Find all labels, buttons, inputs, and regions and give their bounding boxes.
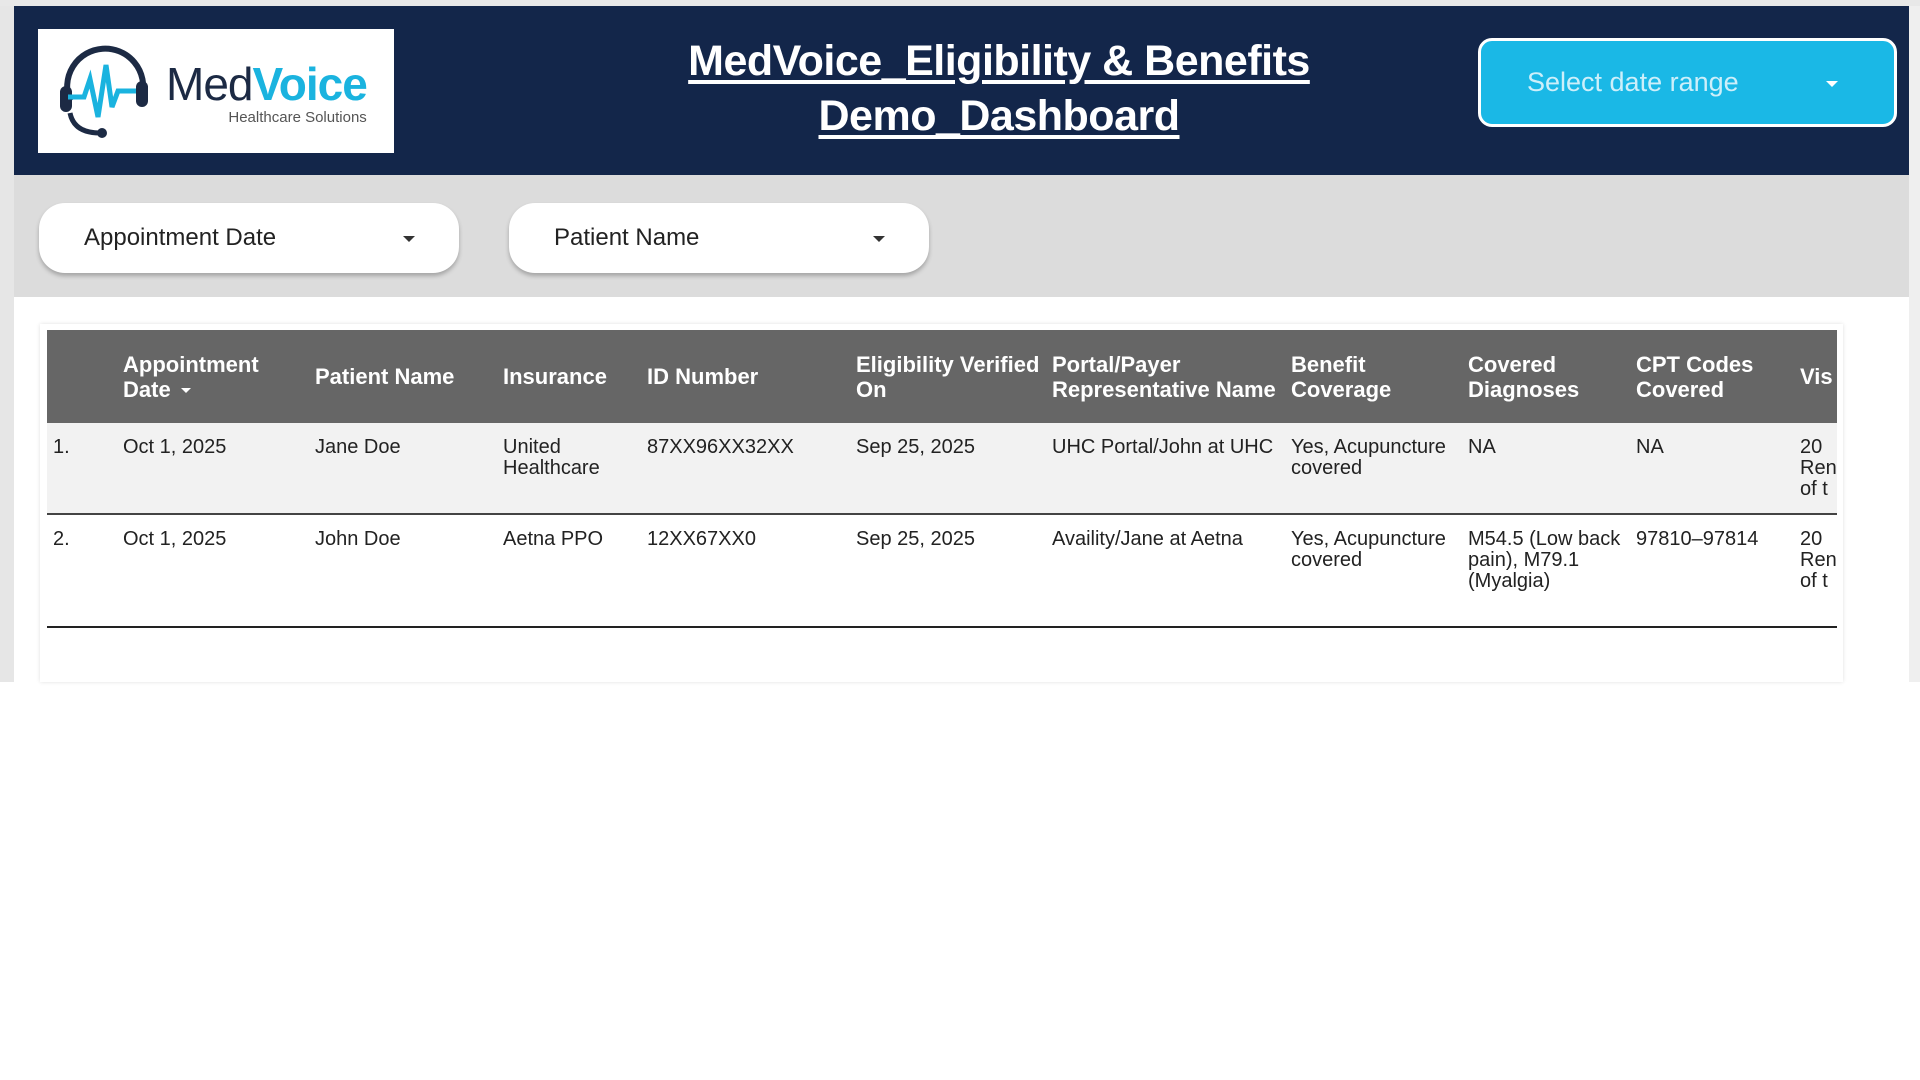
title-line-1: MedVoice_Eligibility & Benefits (688, 37, 1310, 85)
page-title (574, 34, 1424, 144)
column-header-eligibility-verified-on[interactable]: Eligibility Verified On (850, 330, 1046, 423)
cell-visits: 20 Ren of t (1794, 514, 1837, 627)
column-header-id-number[interactable]: ID Number (641, 330, 850, 423)
column-header-insurance[interactable]: Insurance (497, 330, 641, 423)
right-gutter (1909, 6, 1920, 682)
cell-visits: 20 Ren of t (1794, 423, 1837, 514)
cell-index: 2. (47, 514, 117, 627)
cell-insurance: Aetna PPO (497, 514, 641, 627)
filter-label: Patient Name (554, 224, 700, 251)
cell-cpt-codes: NA (1630, 423, 1794, 514)
column-header-index (47, 330, 117, 423)
cell-id-number: 12XX67XX0 (641, 514, 850, 627)
column-header-portal-payer-rep[interactable]: Portal/Payer Representative Name (1046, 330, 1285, 423)
cell-covered-diagnoses: NA (1462, 423, 1630, 514)
cell-portal-rep: UHC Portal/John at UHC (1046, 423, 1285, 514)
cell-index: 1. (47, 423, 117, 514)
patient-name-filter[interactable] (509, 203, 929, 273)
caret-down-icon (873, 236, 885, 242)
cell-appointment-date: Oct 1, 2025 (117, 423, 309, 514)
title-line-2: Demo_Dashboard (818, 92, 1180, 140)
table-row[interactable] (47, 514, 1837, 627)
cell-benefit-coverage: Yes, Acupuncture covered (1285, 514, 1462, 627)
eligibility-table (47, 330, 1837, 628)
eligibility-table-card (40, 324, 1843, 682)
cell-patient-name: John Doe (309, 514, 497, 627)
cell-verified-on: Sep 25, 2025 (850, 423, 1046, 514)
caret-down-icon (403, 236, 415, 242)
logo-tagline: Healthcare Solutions (228, 108, 367, 126)
column-header-covered-diagnoses[interactable]: Covered Diagnoses (1462, 330, 1630, 423)
headset-heartbeat-icon (50, 41, 160, 141)
filter-bar (14, 175, 1909, 297)
cell-appointment-date: Oct 1, 2025 (117, 514, 309, 627)
cell-verified-on: Sep 25, 2025 (850, 514, 1046, 627)
cell-benefit-coverage: Yes, Acupuncture covered (1285, 423, 1462, 514)
date-range-placeholder: Select date range (1527, 67, 1739, 97)
column-header-cpt-codes[interactable]: CPT Codes Covered (1630, 330, 1794, 423)
filter-label: Appointment Date (84, 224, 277, 251)
column-header-benefit-coverage[interactable]: Benefit Coverage (1285, 330, 1462, 423)
sort-desc-icon (181, 388, 191, 393)
cell-insurance: United Healthcare (497, 423, 641, 514)
cell-id-number: 87XX96XX32XX (641, 423, 850, 514)
cell-patient-name: Jane Doe (309, 423, 497, 514)
logo-wordmark: MedVoice (166, 57, 367, 110)
column-header-patient-name[interactable]: Patient Name (309, 330, 497, 423)
table-header-row (47, 330, 1837, 423)
dashboard-header (14, 6, 1909, 175)
column-header-appointment-date[interactable]: Appointment Date (117, 330, 309, 423)
cell-cpt-codes: 97810–97814 (1630, 514, 1794, 627)
cell-portal-rep: Availity/Jane at Aetna (1046, 514, 1285, 627)
medvoice-logo (38, 29, 394, 153)
date-range-select[interactable] (1478, 38, 1897, 127)
left-gutter (0, 6, 14, 682)
column-header-visits[interactable]: Vis (1794, 330, 1837, 423)
appointment-date-filter[interactable] (39, 203, 459, 273)
table-row[interactable] (47, 423, 1837, 514)
cell-covered-diagnoses: M54.5 (Low back pain), M79.1 (Myalgia) (1462, 514, 1630, 627)
caret-down-icon (1826, 81, 1838, 87)
